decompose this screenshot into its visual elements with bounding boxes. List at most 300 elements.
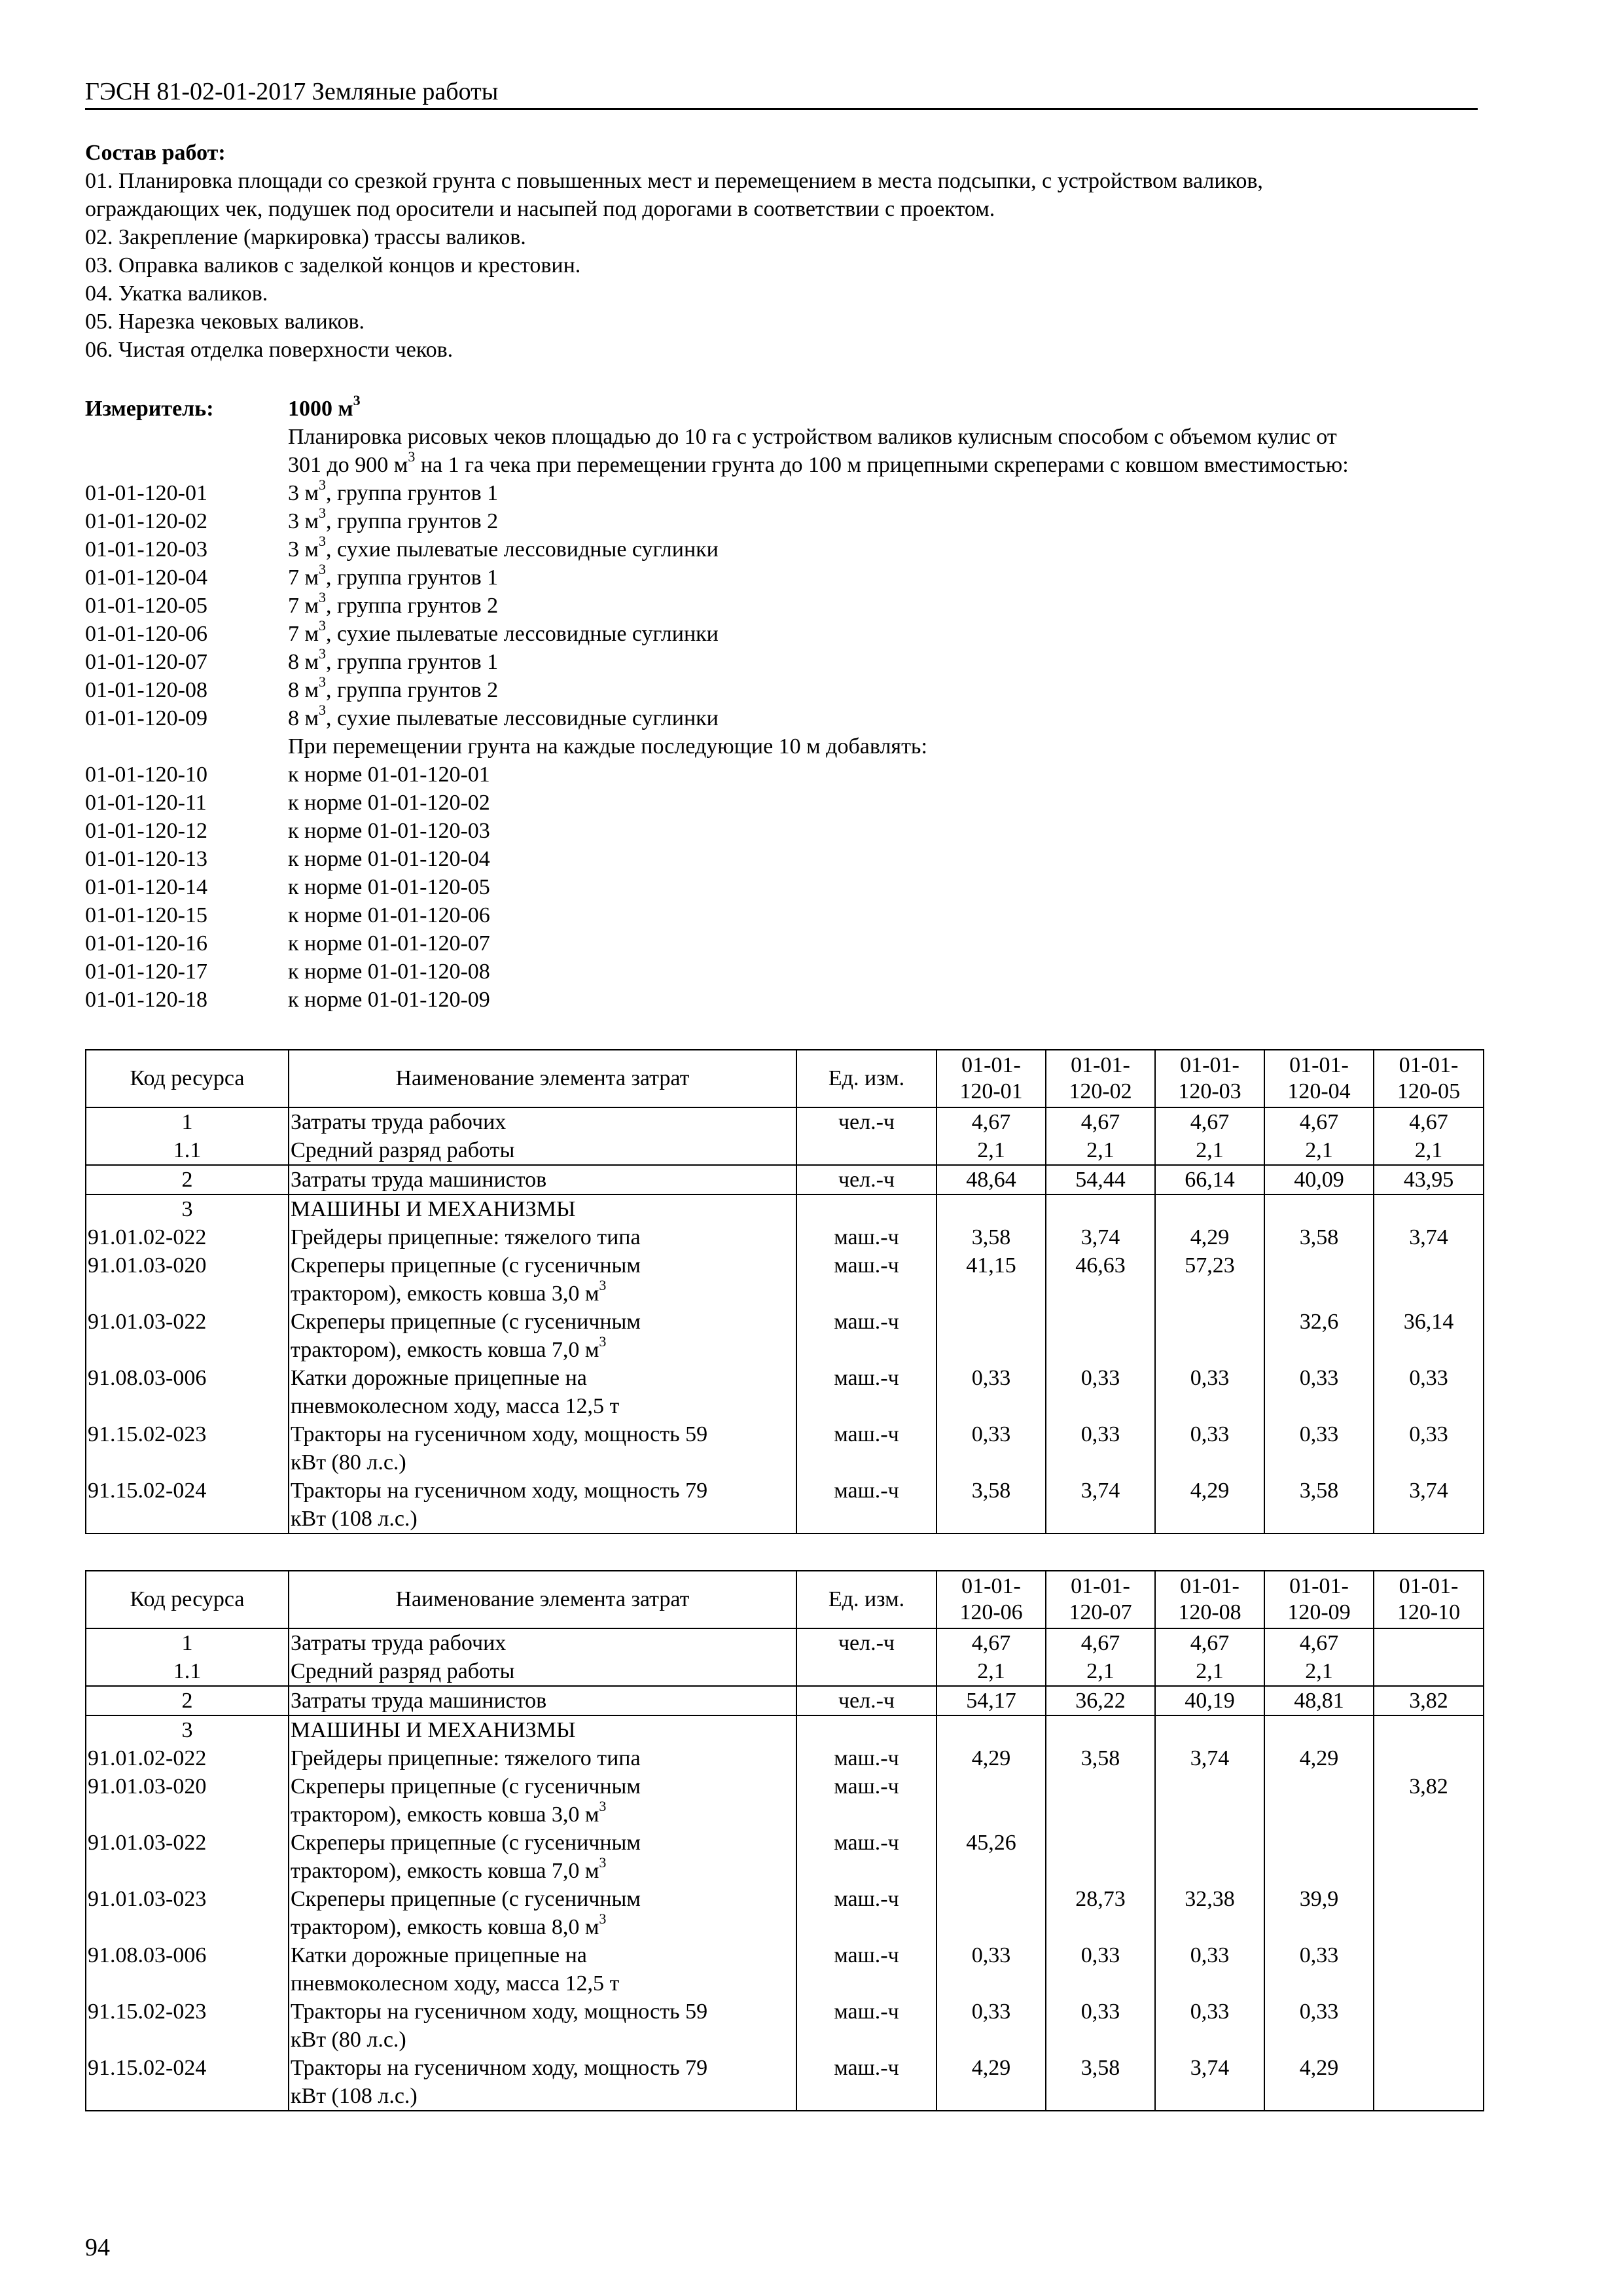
- norm-value: 66,14: [1155, 1165, 1264, 1194]
- resource-name-line: трактором), емкость ковша 7,0 м: [291, 1338, 599, 1362]
- norm-value: 40,19: [1155, 1686, 1264, 1715]
- norm-value: [1374, 1941, 1484, 1998]
- table-row: [86, 1657, 1484, 1686]
- norm-value: 28,73: [1046, 1885, 1155, 1941]
- norm-text-sup: 3: [319, 504, 327, 521]
- page-number: 94: [85, 2234, 110, 2261]
- resource-code: 91.01.03-022: [86, 1308, 289, 1364]
- measure-label: Измеритель:: [85, 397, 214, 421]
- norm-code: 01-01-120-01: [85, 481, 207, 505]
- work-item: 06. Чистая отделка поверхности чеков.: [85, 338, 454, 362]
- norm-value: 4,67: [1155, 1628, 1264, 1657]
- extra-norm-row: [85, 761, 1478, 789]
- col-code: Код ресурса: [86, 1571, 289, 1628]
- resource-name: [289, 1136, 796, 1165]
- resource-code: 91.15.02-023: [86, 1998, 289, 2054]
- norm-row: [85, 560, 1478, 592]
- norm-text-b: , сухие пылеватые лессовидные суглинки: [326, 622, 719, 646]
- norm-row: [85, 617, 1478, 648]
- resource-code: 91.15.02-024: [86, 2054, 289, 2111]
- norm-value: [1374, 1744, 1484, 1772]
- resource-name-line: Катки дорожные прицепные на: [291, 1366, 587, 1390]
- norm-code: 01-01-120-14: [85, 875, 207, 899]
- norm-value: 0,33: [936, 1941, 1046, 1998]
- norm-code: 01-01-120-05: [85, 594, 207, 618]
- resource-unit: маш.-ч: [796, 2054, 936, 2111]
- resource-unit: [796, 1657, 936, 1686]
- norm-text-b: , группа грунтов 2: [326, 594, 499, 618]
- measure-section: [85, 391, 1478, 1014]
- norm-row: [85, 476, 1478, 507]
- extra-note: При перемещении грунта на каждые последующие 10 м добавлять:: [288, 734, 927, 759]
- norm-value: [1374, 1251, 1484, 1308]
- norm-value: 3,58: [1264, 1223, 1374, 1251]
- resource-unit: маш.-ч: [796, 1477, 936, 1534]
- norm-text-a: 3 м: [288, 537, 319, 562]
- norm-text-b: , сухие пылеватые лессовидные суглинки: [326, 706, 719, 730]
- resource-name-line: Скреперы прицепные (с гусеничным: [291, 1774, 641, 1799]
- norm-code: 01-01-120-02: [85, 509, 207, 533]
- resource-name-line: Затраты труда машинистов: [291, 1689, 547, 1713]
- norm-text-a: 7 м: [288, 594, 319, 618]
- norm-text: [288, 588, 1478, 620]
- norm-text-sup: 3: [319, 560, 327, 577]
- norm-value: [1374, 1885, 1484, 1941]
- resource-code: 91.08.03-006: [86, 1364, 289, 1420]
- col-norm: 01-01- 120-08: [1155, 1571, 1264, 1628]
- norm-value: 4,67: [1264, 1628, 1374, 1657]
- resource-code: 3: [86, 1194, 289, 1223]
- norm-value: [1264, 1829, 1374, 1885]
- resource-name-line: Средний разряд работы: [291, 1138, 515, 1162]
- resource-name-line: Тракторы на гусеничном ходу, мощность 79: [291, 1479, 708, 1503]
- norm-text: к норме 01-01-120-03: [288, 819, 490, 843]
- extra-norm-row: [85, 986, 1478, 1014]
- resource-name-line: пневмоколесном ходу, масса 12,5 т: [291, 1971, 620, 1996]
- norm-value: [1374, 1998, 1484, 2054]
- norm-value: 4,29: [1264, 1744, 1374, 1772]
- resource-name-line: Затраты труда рабочих: [291, 1631, 507, 1655]
- resource-name-line: Затраты труда рабочих: [291, 1110, 507, 1134]
- norm-value: 32,6: [1264, 1308, 1374, 1364]
- col-norm: 01-01- 120-07: [1046, 1571, 1155, 1628]
- norm-value: 2,1: [1374, 1136, 1484, 1165]
- resource-unit: чел.-ч: [796, 1686, 936, 1715]
- resource-name: [289, 1885, 796, 1941]
- norm-value: 43,95: [1374, 1165, 1484, 1194]
- resource-name: [289, 1744, 796, 1772]
- col-norm: 01-01- 120-10: [1374, 1571, 1484, 1628]
- norm-text-a: 3 м: [288, 509, 319, 533]
- resource-name: [289, 1686, 796, 1715]
- norm-text: к норме 01-01-120-09: [288, 988, 490, 1012]
- norm-code: 01-01-120-13: [85, 847, 207, 871]
- norm-text-b: , группа грунтов 1: [326, 481, 499, 505]
- resource-unit: маш.-ч: [796, 1364, 936, 1420]
- norm-text-b: , группа грунтов 1: [326, 650, 499, 674]
- resource-code: 2: [86, 1165, 289, 1194]
- norm-value: 41,15: [936, 1251, 1046, 1308]
- norm-value: 4,67: [1046, 1107, 1155, 1136]
- resource-unit: маш.-ч: [796, 1941, 936, 1998]
- norm-code: 01-01-120-06: [85, 622, 207, 646]
- norm-value: 0,33: [1264, 1420, 1374, 1477]
- norm-row: [85, 673, 1478, 704]
- norm-code: 01-01-120-07: [85, 650, 207, 674]
- norm-code: 01-01-120-09: [85, 706, 207, 730]
- table-row: [86, 1165, 1484, 1194]
- norm-value: 2,1: [1155, 1136, 1264, 1165]
- extra-norm-row: [85, 789, 1478, 817]
- page-header: ГЭСН 81-02-01-2017 Земляные работы: [85, 78, 499, 105]
- norm-value: 2,1: [936, 1657, 1046, 1686]
- extra-norm-row: [85, 817, 1478, 845]
- resource-code: 91.08.03-006: [86, 1941, 289, 1998]
- norm-value: 2,1: [1046, 1136, 1155, 1165]
- table-row: [86, 1107, 1484, 1136]
- table-row: [86, 1686, 1484, 1715]
- resource-name-line: МАШИНЫ И МЕХАНИЗМЫ: [291, 1197, 576, 1221]
- table-header-row: [86, 1050, 1484, 1107]
- norm-value: 36,14: [1374, 1308, 1484, 1364]
- resource-name-line: кВт (108 л.с.): [291, 2084, 418, 2108]
- norm-text: к норме 01-01-120-01: [288, 762, 490, 787]
- resource-name-line: Затраты труда машинистов: [291, 1168, 547, 1192]
- norm-value: 4,29: [936, 2054, 1046, 2111]
- norm-text: к норме 01-01-120-02: [288, 791, 490, 815]
- norm-value: 46,63: [1046, 1251, 1155, 1308]
- norm-text-b: , группа грунтов 1: [326, 565, 499, 590]
- norm-value: 4,67: [1046, 1628, 1155, 1657]
- resource-name-line: кВт (108 л.с.): [291, 1507, 418, 1531]
- table-row: [86, 1628, 1484, 1657]
- norm-code: 01-01-120-08: [85, 678, 207, 702]
- measure-unit: 1000 $м^3$: [288, 391, 361, 421]
- resource-name-sup: 3: [599, 1910, 607, 1927]
- resource-unit: маш.-ч: [796, 1772, 936, 1829]
- table-row: [86, 1829, 1484, 1885]
- extra-norm-row: [85, 929, 1478, 958]
- norm-value: [936, 1308, 1046, 1364]
- resource-name-line: пневмоколесном ходу, масса 12,5 т: [291, 1394, 620, 1418]
- col-norm: 01-01- 120-09: [1264, 1571, 1374, 1628]
- norm-value: [936, 1194, 1046, 1223]
- extra-norm-row: [85, 873, 1478, 901]
- col-norm: 01-01- 120-01: [936, 1050, 1046, 1107]
- norm-text-sup: 3: [319, 617, 327, 634]
- norm-value: [1264, 1251, 1374, 1308]
- norm-value: [1155, 1194, 1264, 1223]
- norm-text-a: 7 м: [288, 565, 319, 590]
- resource-unit: маш.-ч: [796, 1829, 936, 1885]
- norm-value: 3,74: [1155, 2054, 1264, 2111]
- resource-unit: маш.-ч: [796, 1308, 936, 1364]
- norm-text: к норме 01-01-120-08: [288, 960, 490, 984]
- norm-value: 3,74: [1046, 1223, 1155, 1251]
- resource-name-line: Скреперы прицепные (с гусеничным: [291, 1310, 641, 1334]
- work-item: 01. Планировка площади со срезкой грунта с повышенных мест и перемещением в места подсыпки, с устройством валиков,: [85, 169, 1263, 193]
- norm-value: 2,1: [1264, 1136, 1374, 1165]
- resource-name: [289, 1107, 796, 1136]
- table-row: [86, 2054, 1484, 2111]
- norm-value: 3,74: [1155, 1744, 1264, 1772]
- norm-value: 4,67: [936, 1107, 1046, 1136]
- work-item: 02. Закрепление (маркировка) трассы валиков.: [85, 225, 526, 249]
- norm-text: [288, 560, 1478, 592]
- col-norm: 01-01- 120-05: [1374, 1050, 1484, 1107]
- norm-text-a: 8 м: [288, 678, 319, 702]
- resource-name-line: Грейдеры прицепные: тяжелого типа: [291, 1746, 641, 1770]
- norm-value: 3,58: [936, 1223, 1046, 1251]
- norm-value: 0,33: [1264, 1998, 1374, 2054]
- norm-value: 0,33: [1046, 1998, 1155, 2054]
- col-unit: Ед. изм.: [796, 1050, 936, 1107]
- resource-unit: чел.-ч: [796, 1107, 936, 1136]
- norm-value: 57,23: [1155, 1251, 1264, 1308]
- norm-value: 0,33: [1046, 1420, 1155, 1477]
- norm-value: 0,33: [1374, 1420, 1484, 1477]
- resource-name: [289, 1165, 796, 1194]
- norm-text: [288, 701, 1478, 732]
- resource-code: 91.01.03-020: [86, 1772, 289, 1829]
- resource-name: [289, 1657, 796, 1686]
- resource-unit: [796, 1194, 936, 1223]
- table-row: [86, 1364, 1484, 1420]
- norm-value: 3,58: [1046, 2054, 1155, 2111]
- norm-value: 3,58: [1264, 1477, 1374, 1534]
- resource-name-line: МАШИНЫ И МЕХАНИЗМЫ: [291, 1718, 576, 1742]
- norm-text-b: , группа грунтов 2: [326, 509, 499, 533]
- norm-value: 0,33: [1155, 1941, 1264, 1998]
- norm-value: 0,33: [1155, 1420, 1264, 1477]
- norm-value: [1046, 1308, 1155, 1364]
- norm-code: 01-01-120-17: [85, 960, 207, 984]
- norm-code: 01-01-120-12: [85, 819, 207, 843]
- norm-value: 0,33: [1046, 1941, 1155, 1998]
- norm-row: [85, 588, 1478, 620]
- resource-code: 1.1: [86, 1657, 289, 1686]
- norm-code: 01-01-120-03: [85, 537, 207, 562]
- norm-value: 54,44: [1046, 1165, 1155, 1194]
- resource-unit: маш.-ч: [796, 1251, 936, 1308]
- norm-text: к норме 01-01-120-06: [288, 903, 490, 927]
- norm-value: 4,67: [1155, 1107, 1264, 1136]
- resource-name-sup: 3: [599, 1276, 607, 1293]
- table-row: [86, 1136, 1484, 1165]
- norm-text-a: 3 м: [288, 481, 319, 505]
- table-row: [86, 1194, 1484, 1223]
- resource-name: [289, 1308, 796, 1364]
- norm-value: 0,33: [1264, 1364, 1374, 1420]
- norm-value: 0,33: [1046, 1364, 1155, 1420]
- norm-text: [288, 645, 1478, 676]
- resource-code: 91.01.03-020: [86, 1251, 289, 1308]
- norm-code: 01-01-120-16: [85, 931, 207, 956]
- resource-name: [289, 1941, 796, 1998]
- norm-value: 48,81: [1264, 1686, 1374, 1715]
- norm-value: [1155, 1772, 1264, 1829]
- extra-norm-row: [85, 845, 1478, 873]
- resource-name: [289, 1364, 796, 1420]
- norm-code: 01-01-120-04: [85, 565, 207, 590]
- norm-value: 0,33: [1155, 1364, 1264, 1420]
- resource-name-line: Скреперы прицепные (с гусеничным: [291, 1253, 641, 1278]
- works-section: [85, 139, 1478, 364]
- norm-value: [936, 1772, 1046, 1829]
- norm-code: 01-01-120-15: [85, 903, 207, 927]
- norm-value: 4,29: [936, 1744, 1046, 1772]
- resource-name: [289, 2054, 796, 2111]
- resource-name: [289, 1715, 796, 1744]
- norm-text: к норме 01-01-120-07: [288, 931, 490, 956]
- norm-value: 32,38: [1155, 1885, 1264, 1941]
- norm-text: к норме 01-01-120-04: [288, 847, 490, 871]
- work-item: 05. Нарезка чековых валиков.: [85, 310, 365, 334]
- work-item: 03. Оправка валиков с заделкой концов и крестовин.: [85, 253, 581, 278]
- norm-value: 4,67: [1374, 1107, 1484, 1136]
- works-heading: Состав работ:: [85, 141, 226, 165]
- resource-name-line: Тракторы на гусеничном ходу, мощность 79: [291, 2056, 708, 2080]
- resource-table-2: [85, 1570, 1484, 2111]
- norm-text-a: 7 м: [288, 622, 319, 646]
- norm-code: 01-01-120-11: [85, 791, 207, 815]
- norm-value: [1264, 1715, 1374, 1744]
- resource-code: 1.1: [86, 1136, 289, 1165]
- resource-name-line: трактором), емкость ковша 3,0 м: [291, 1282, 599, 1306]
- resource-code: 1: [86, 1628, 289, 1657]
- table-header-row: [86, 1571, 1484, 1628]
- col-norm: 01-01- 120-04: [1264, 1050, 1374, 1107]
- norm-value: [1374, 1194, 1484, 1223]
- norm-text: [288, 673, 1478, 704]
- extra-norm-row: [85, 901, 1478, 929]
- norm-value: 3,58: [936, 1477, 1046, 1534]
- resource-unit: маш.-ч: [796, 1420, 936, 1477]
- norm-text-a: 8 м: [288, 650, 319, 674]
- norm-value: 40,09: [1264, 1165, 1374, 1194]
- norm-value: 2,1: [1264, 1657, 1374, 1686]
- resource-code: 91.01.03-023: [86, 1885, 289, 1941]
- norm-value: 4,67: [936, 1628, 1046, 1657]
- col-code: Код ресурса: [86, 1050, 289, 1107]
- resource-table-1: [85, 1049, 1484, 1534]
- resource-name: [289, 1628, 796, 1657]
- resource-name-line: кВт (80 л.с.): [291, 1450, 406, 1475]
- resource-name: [289, 1194, 796, 1223]
- resource-name-line: трактором), емкость ковша 7,0 м: [291, 1859, 599, 1883]
- norm-value: 3,74: [1374, 1223, 1484, 1251]
- resource-code: 91.15.02-024: [86, 1477, 289, 1534]
- table-row: [86, 1744, 1484, 1772]
- norm-text-b: , сухие пылеватые лессовидные суглинки: [326, 537, 719, 562]
- norm-row: [85, 645, 1478, 676]
- resource-name-line: Грейдеры прицепные: тяжелого типа: [291, 1225, 641, 1249]
- resource-unit: [796, 1715, 936, 1744]
- norm-text-sup: 3: [319, 588, 327, 605]
- norm-value: 48,64: [936, 1165, 1046, 1194]
- resource-name-line: кВт (80 л.с.): [291, 2028, 406, 2052]
- norm-value: [1264, 1772, 1374, 1829]
- table-row: [86, 1998, 1484, 2054]
- resource-name: [289, 1998, 796, 2054]
- norm-value: 0,33: [936, 1420, 1046, 1477]
- table-row: [86, 1420, 1484, 1477]
- resource-name-line: трактором), емкость ковша 3,0 м: [291, 1803, 599, 1827]
- table-row: [86, 1715, 1484, 1744]
- norm-value: 3,82: [1374, 1772, 1484, 1829]
- norm-row: [85, 532, 1478, 564]
- resource-name-line: Тракторы на гусеничном ходу, мощность 59: [291, 1422, 708, 1446]
- norm-text-a: 8 м: [288, 706, 319, 730]
- resource-unit: маш.-ч: [796, 1744, 936, 1772]
- norm-text-sup: 3: [319, 673, 327, 690]
- resource-unit: маш.-ч: [796, 1223, 936, 1251]
- resource-unit: чел.-ч: [796, 1628, 936, 1657]
- norm-value: [1155, 1308, 1264, 1364]
- resource-code: 91.01.03-022: [86, 1829, 289, 1885]
- resource-unit: [796, 1136, 936, 1165]
- norm-text: к норме 01-01-120-05: [288, 875, 490, 899]
- norm-text: [288, 617, 1478, 648]
- resource-name-line: трактором), емкость ковша 8,0 м: [291, 1915, 599, 1939]
- norm-value: 3,74: [1374, 1477, 1484, 1534]
- norm-text-sup: 3: [319, 701, 327, 718]
- norm-value: [1046, 1772, 1155, 1829]
- resource-code: 91.01.02-022: [86, 1223, 289, 1251]
- norm-text-sup: 3: [319, 476, 327, 493]
- table-row: [86, 1251, 1484, 1308]
- resource-code: 91.15.02-023: [86, 1420, 289, 1477]
- norm-value: 3,58: [1046, 1744, 1155, 1772]
- table-row: [86, 1223, 1484, 1251]
- col-norm: 01-01- 120-02: [1046, 1050, 1155, 1107]
- norm-value: 3,82: [1374, 1686, 1484, 1715]
- resource-code: 91.01.02-022: [86, 1744, 289, 1772]
- norm-value: 45,26: [936, 1829, 1046, 1885]
- work-item: ограждающих чек, подушек под оросители и насыпей под дорогами в соответствии с проектом.: [85, 197, 995, 221]
- norm-value: 0,33: [936, 1364, 1046, 1420]
- resource-name-line: Скреперы прицепные (с гусеничным: [291, 1887, 641, 1911]
- norm-text-sup: 3: [319, 532, 327, 549]
- norm-value: 0,33: [1155, 1998, 1264, 2054]
- resource-name: [289, 1420, 796, 1477]
- col-norm: 01-01- 120-03: [1155, 1050, 1264, 1107]
- norm-value: 36,22: [1046, 1686, 1155, 1715]
- norm-value: 0,33: [1374, 1364, 1484, 1420]
- resource-name-sup: 3: [599, 1333, 607, 1350]
- resource-unit: чел.-ч: [796, 1165, 936, 1194]
- norm-text: [288, 504, 1478, 535]
- norm-value: 2,1: [1155, 1657, 1264, 1686]
- extra-norm-list: [85, 761, 1478, 1014]
- resource-name-line: Скреперы прицепные (с гусеничным: [291, 1831, 641, 1855]
- table-row: [86, 1941, 1484, 1998]
- resource-name: [289, 1772, 796, 1829]
- col-name: Наименование элемента затрат: [289, 1571, 796, 1628]
- table-row: [86, 1772, 1484, 1829]
- norm-value: [1374, 1715, 1484, 1744]
- measure-description: Планировка рисовых чеков площадью до 10 га с устройством валиков кулисным способом с объемом кулис от 301 до 900 $м^3$ на 1 га чека при перемещении грунта до 100 м прицепными скреперами с ковшом вместимостью:: [288, 425, 1349, 477]
- norm-value: [1374, 1829, 1484, 1885]
- norm-value: [936, 1715, 1046, 1744]
- norm-value: [1374, 1628, 1484, 1657]
- norm-value: [1046, 1715, 1155, 1744]
- norm-value: [1264, 1194, 1374, 1223]
- resource-name: [289, 1829, 796, 1885]
- work-item: 04. Укатка валиков.: [85, 281, 268, 306]
- norm-value: 2,1: [1046, 1657, 1155, 1686]
- header-rule: [85, 108, 1478, 110]
